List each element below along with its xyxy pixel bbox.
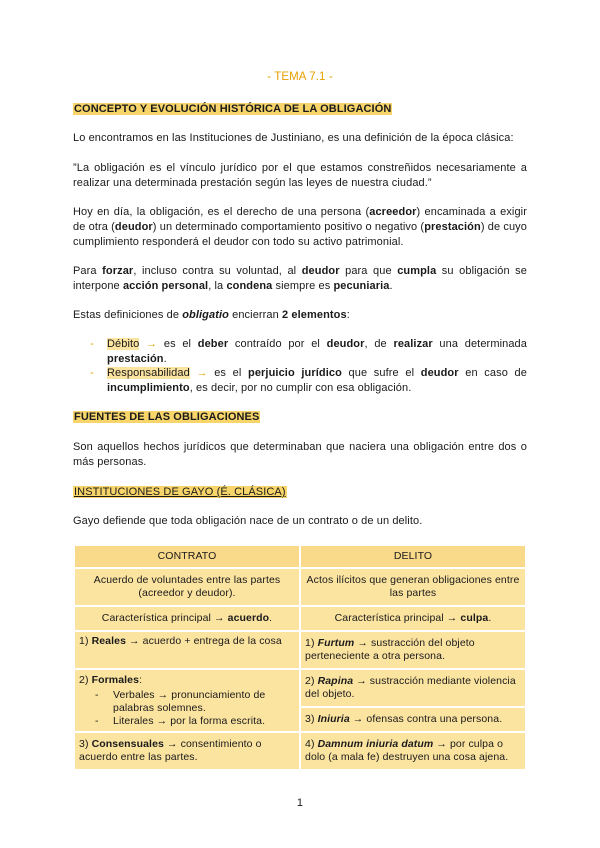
bold-italic-term: Rapina <box>317 675 354 687</box>
table-cell: Acuerdo de voluntades entre las partes (acreedor y deudor). <box>75 569 299 605</box>
highlighted-term: Débito <box>107 338 140 350</box>
subheading-highlight: INSTITUCIONES DE GAYO (É. CLÁSICA) <box>74 486 286 498</box>
quote-paragraph: ”La obligación es el vínculo jurídico por el que estamos constreñidos necesariamente a realizar una determinada prestación según las leyes de nuestra ciudad.” <box>73 162 527 189</box>
elements-paragraph <box>73 308 527 323</box>
text: Verbales → pronunciamiento de palabras solemnes. <box>113 688 266 714</box>
text: . <box>389 280 393 292</box>
bold-term: deber <box>197 338 229 350</box>
text: , la <box>208 280 227 292</box>
bold-term: deudor <box>114 221 153 233</box>
list-item <box>79 715 295 728</box>
bold-term: Reales <box>91 635 127 647</box>
table-cell <box>75 607 299 630</box>
bold-term: realizar <box>393 338 433 350</box>
text: , incluso contra su voluntad, al <box>133 265 302 277</box>
table-cell <box>75 670 299 731</box>
bullet-responsabilidad <box>90 366 527 396</box>
text: → acuerdo + entrega de la cosa <box>126 635 282 647</box>
table-cell <box>301 670 525 706</box>
formales-list <box>79 689 295 728</box>
bullet-debito <box>90 337 527 367</box>
bullet-dash: - <box>95 688 99 701</box>
text: Característica principal → <box>101 612 228 624</box>
highlighted-term: Responsabilidad <box>107 367 190 379</box>
table-cell <box>301 708 525 731</box>
text: 1) <box>305 637 318 649</box>
text: 1) <box>79 635 92 647</box>
text: encierran <box>228 309 283 321</box>
text: contraído por el <box>228 338 327 350</box>
text: → sustracción mediante violencia del objeto. <box>305 675 516 700</box>
table-cell: Actos ilícitos que generan obligaciones entre las partes <box>301 569 525 605</box>
bold-term: incumplimiento <box>107 382 190 394</box>
table-cell <box>301 733 525 769</box>
table-cell <box>75 733 299 769</box>
text: 4) <box>305 738 318 750</box>
bold-term: deudor <box>326 338 365 350</box>
page-number: 1 <box>296 797 304 809</box>
heading-highlight: CONCEPTO Y EVOLUCIÓN HISTÓRICA DE LA OBLIGACIÓN <box>74 103 392 115</box>
text: 2) <box>79 673 92 686</box>
bold-term: prestación <box>107 353 164 365</box>
text: , de <box>364 338 394 350</box>
bold-term: 2 elementos <box>282 309 347 321</box>
text: 3) <box>305 713 318 725</box>
table-cell <box>75 632 299 668</box>
intro-paragraph: Lo encontramos en las Instituciones de Justiniano, es una definición de la época clásica: <box>73 132 514 144</box>
bold-italic-term: Iniuria <box>317 713 350 725</box>
text: , es decir, por no cumplir con esa obligación. <box>189 382 412 394</box>
text: : <box>139 673 143 686</box>
bold-term: acción personal <box>122 280 209 292</box>
text: → ofensas contra una persona. <box>349 713 503 725</box>
text: → sustracción del objeto perteneciente a otra persona. <box>305 637 475 662</box>
text: ) de cuyo cumplimiento responderá el deudor con todo su activo patrimonial. <box>73 221 528 248</box>
bold-term: prestación <box>424 221 481 233</box>
text: → consentimiento o acuerdo entre las partes. <box>79 738 262 763</box>
text: es el <box>157 338 198 350</box>
bold-italic-term: obligatio <box>182 309 229 321</box>
bold-term: condena <box>226 280 273 292</box>
page-title: - TEMA 7.1 - <box>267 71 333 83</box>
text: Característica principal → <box>334 612 461 624</box>
definition-paragraph <box>73 205 527 250</box>
bold-italic-term: Furtum <box>317 637 355 649</box>
contract-delict-table <box>73 544 527 771</box>
text: → por culpa o dolo (a mala fe) destruyen una cosa ajena. <box>305 738 509 763</box>
list-item <box>79 689 295 715</box>
section-heading-concept <box>73 102 527 117</box>
text: una determinada <box>432 338 527 350</box>
text: siempre es <box>272 280 334 292</box>
sources-intro: Son aquellos hechos jurídicos que determinaban que naciera una obligación entre dos o más personas. <box>73 441 527 468</box>
text: ) un determinado comportamiento positivo o negativo ( <box>152 221 425 233</box>
bold-term: deudor <box>420 367 459 379</box>
bold-term: deudor <box>301 265 340 277</box>
bold-term: culpa <box>460 612 489 624</box>
table-cell <box>301 632 525 668</box>
bold-term: acreedor <box>369 206 417 218</box>
text: . <box>269 612 273 624</box>
bold-term: cumpla <box>397 265 437 277</box>
arrow-icon: → <box>196 367 208 379</box>
enforcement-paragraph <box>73 264 527 294</box>
text: 3) <box>79 738 92 750</box>
bold-term: perjuicio jurídico <box>248 367 342 379</box>
table-cell <box>301 607 525 630</box>
column-header-delito: DELITO <box>301 546 525 567</box>
text: en caso de <box>458 367 527 379</box>
bold-term: Consensuales <box>91 738 164 750</box>
subheading-gayo <box>73 485 527 500</box>
text: ) encaminada a exigir de otra ( <box>73 206 527 233</box>
text: Literales → por la forma escrita. <box>113 714 266 727</box>
column-header-contrato: CONTRATO <box>75 546 299 567</box>
bullet-dash: - <box>90 338 94 350</box>
gayo-paragraph: Gayo defiende que toda obligación nace de un contrato o de un delito. <box>73 515 423 527</box>
text: . <box>488 612 492 624</box>
bold-term: Formales <box>91 673 140 686</box>
bold-italic-term: Damnum iniuria datum <box>317 738 434 750</box>
section-heading-sources <box>73 410 527 425</box>
bullet-dash: - <box>95 714 99 727</box>
text: : <box>346 309 350 321</box>
text: . <box>163 353 167 365</box>
text: Estas definiciones de <box>73 309 183 321</box>
heading-highlight: FUENTES DE LAS OBLIGACIONES <box>74 411 260 423</box>
text: 2) <box>305 675 318 687</box>
bold-term: forzar <box>102 265 134 277</box>
bullet-dash: - <box>90 367 94 379</box>
text: su obligación se interpone <box>73 265 527 292</box>
text: Hoy en día, la obligación, es el derecho de una persona ( <box>73 206 370 218</box>
text: es el <box>207 367 249 379</box>
text: para que <box>339 265 398 277</box>
text: que sufre el <box>341 367 421 379</box>
text: Para <box>73 265 103 277</box>
arrow-icon: → <box>146 338 158 350</box>
bold-term: acuerdo <box>227 612 270 624</box>
bold-term: pecuniaria <box>333 280 390 292</box>
